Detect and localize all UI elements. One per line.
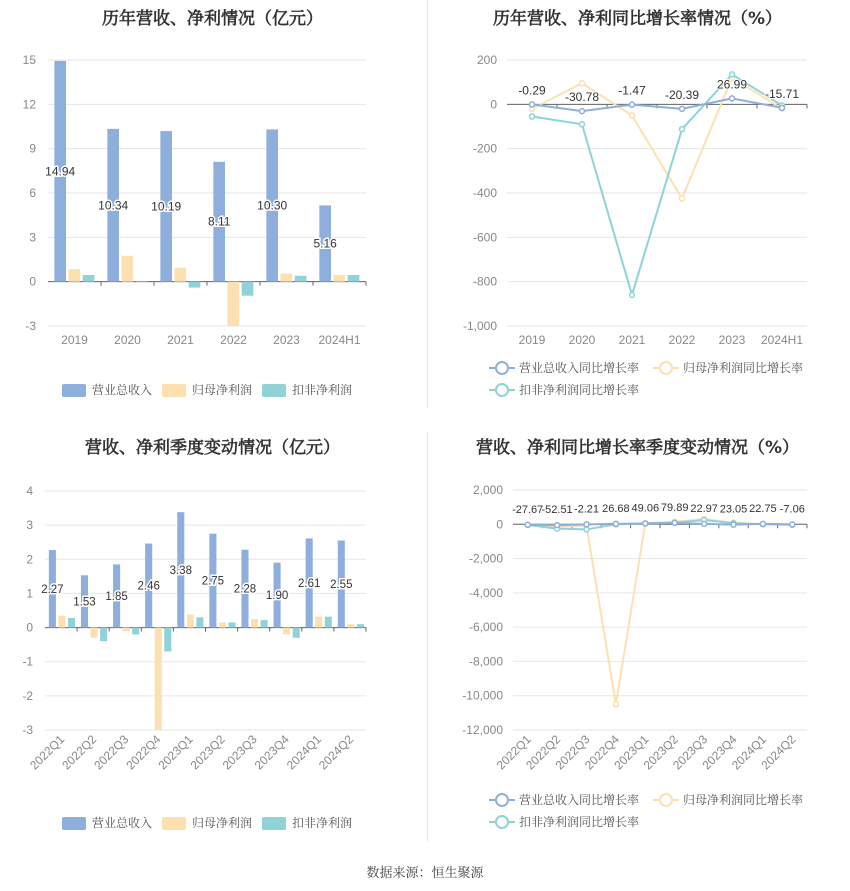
- x-tick-label: 2020: [114, 333, 141, 347]
- chart-title: 历年营收、净利情况（亿元）: [102, 9, 323, 29]
- bar-deducted-profit: [348, 275, 360, 282]
- bar-net-profit: [334, 275, 346, 282]
- y-tick-label: -200: [472, 141, 497, 156]
- y-tick-label: -4,000: [468, 585, 503, 600]
- y-tick-label: -2: [22, 688, 33, 703]
- bar-net-profit: [155, 628, 162, 730]
- x-tick-label: 2022: [668, 333, 696, 347]
- x-tick-label: 2023Q2: [640, 732, 681, 773]
- y-tick-label: -12,000: [462, 723, 503, 737]
- bar-deducted-profit: [68, 618, 75, 628]
- series-point: [780, 105, 785, 110]
- series-point: [730, 72, 735, 77]
- legend-label: 扣非净利润: [292, 816, 353, 830]
- series-point: [702, 521, 707, 526]
- x-tick-label: 2023Q2: [187, 732, 228, 773]
- data-label: 79.89: [660, 501, 689, 514]
- x-tick-label: 2022Q2: [59, 732, 100, 773]
- y-tick-label: -3: [25, 319, 36, 333]
- legend-marker: [660, 794, 672, 806]
- series-point: [525, 522, 530, 527]
- legend-swatch: [62, 384, 86, 397]
- x-tick-label: 2024H1: [760, 333, 804, 347]
- series-point: [584, 527, 589, 532]
- data-label: 8.11: [207, 214, 231, 229]
- legend-marker: [496, 794, 508, 806]
- bar-deducted-profit: [295, 276, 307, 282]
- series-point: [580, 122, 585, 127]
- bar-deducted-profit: [325, 617, 332, 628]
- series-point: [613, 702, 618, 707]
- data-label: 14.94: [45, 164, 76, 179]
- y-tick-label: 4: [26, 484, 33, 498]
- data-label: 22.97: [690, 502, 718, 515]
- data-label: 22.75: [749, 502, 777, 515]
- y-tick-label: 0: [496, 517, 503, 532]
- bar-net-profit: [283, 628, 290, 635]
- series-point: [680, 106, 685, 111]
- series-point: [680, 127, 685, 132]
- quarterly-revenue-profit-panel: [0, 425, 425, 845]
- x-tick-label: 2023Q1: [611, 732, 652, 773]
- legend-label: 扣非净利润同比增长率: [519, 815, 640, 829]
- chart-title: 营收、净利同比增长率季度变动情况（%）: [475, 438, 800, 458]
- series-point: [530, 114, 535, 119]
- x-tick-label: 2024Q1: [728, 732, 770, 773]
- bar-deducted-profit: [136, 281, 148, 282]
- annual-revenue-profit-panel: [0, 0, 425, 410]
- data-label: 49.06: [631, 502, 660, 515]
- quarterly-growth-line-chart: [425, 425, 850, 845]
- legend-label: 扣非净利润同比增长率: [519, 383, 640, 397]
- quarterly-growth-panel: [425, 425, 850, 845]
- series-line-net-profit: [528, 519, 793, 704]
- series-point: [680, 196, 685, 201]
- x-tick-label: 2022Q4: [123, 732, 164, 773]
- y-tick-label: -600: [472, 230, 497, 245]
- series-point: [555, 523, 560, 528]
- chart-title: 历年营收、净利同比增长率情况（%）: [492, 9, 783, 29]
- bar-deducted-profit: [228, 622, 235, 627]
- y-tick-label: -2,000: [468, 551, 503, 566]
- data-label: 2.75: [201, 575, 225, 588]
- legend-marker: [496, 362, 508, 374]
- bar-net-profit: [187, 615, 194, 628]
- x-tick-label: 2023Q1: [155, 732, 196, 773]
- data-label: -27.67: [512, 503, 544, 516]
- bar-net-profit: [251, 619, 258, 628]
- series-point: [630, 102, 635, 107]
- y-tick-label: 6: [29, 186, 36, 200]
- bar-net-profit: [122, 256, 134, 282]
- data-label: -2.21: [573, 503, 600, 516]
- x-tick-label: 2023Q4: [251, 732, 292, 773]
- data-label: 3.38: [169, 564, 192, 577]
- legend-label: 营业总收入: [92, 383, 153, 397]
- x-tick-label: 2022Q4: [581, 732, 623, 773]
- legend-label: 归母净利润: [192, 383, 253, 397]
- y-tick-label: 0: [26, 620, 33, 635]
- legend-swatch: [162, 384, 186, 397]
- bar-deducted-profit: [261, 620, 268, 628]
- annual-growth-line-chart: [425, 0, 850, 410]
- data-label: 2.46: [137, 580, 160, 593]
- data-source-note: 数据来源：恒生聚源: [366, 866, 484, 881]
- series-point: [580, 81, 585, 86]
- y-tick-label: -6,000: [468, 620, 503, 635]
- x-tick-label: 2024Q1: [283, 732, 324, 773]
- bar-deducted-profit: [357, 624, 364, 627]
- data-label: -30.78: [564, 90, 600, 105]
- legend-label: 归母净利润同比增长率: [683, 793, 804, 807]
- y-tick-label: 200: [476, 53, 497, 67]
- legend-marker: [496, 384, 508, 396]
- bar-deducted-profit: [242, 282, 254, 296]
- legend-marker: [660, 362, 672, 374]
- x-tick-label: 2023: [718, 333, 746, 347]
- legend-label: 扣非净利润: [292, 383, 353, 397]
- x-tick-label: 2022: [220, 333, 247, 347]
- bar-net-profit: [123, 628, 130, 631]
- bar-deducted-profit: [189, 282, 201, 288]
- legend-swatch: [162, 817, 186, 830]
- data-label: 23.05: [719, 503, 748, 516]
- y-tick-label: -8,000: [468, 654, 503, 669]
- y-tick-label: -1: [22, 654, 33, 669]
- x-tick-label: 2019: [518, 333, 546, 347]
- bar-deducted-profit: [100, 628, 107, 642]
- y-tick-label: 0: [490, 97, 497, 112]
- bar-net-profit: [175, 268, 187, 282]
- series-point: [580, 109, 585, 114]
- bar-deducted-profit: [196, 617, 203, 627]
- x-tick-label: 2022Q1: [27, 732, 68, 773]
- data-label: 1.53: [73, 596, 96, 609]
- legend-label: 营业总收入同比增长率: [519, 361, 640, 375]
- legend-label: 归母净利润同比增长率: [683, 361, 804, 375]
- bar-deducted-profit: [164, 628, 171, 652]
- data-label: 2.61: [297, 578, 321, 591]
- bar-net-profit: [58, 616, 65, 628]
- bar-net-profit: [315, 617, 322, 628]
- x-tick-label: 2024H1: [318, 333, 361, 347]
- y-tick-label: -400: [472, 186, 497, 200]
- bar-net-profit: [281, 274, 293, 282]
- y-tick-label: 15: [22, 53, 36, 67]
- y-tick-label: 2,000: [472, 483, 503, 497]
- x-tick-label: 2024Q2: [758, 732, 799, 773]
- bar-net-profit: [219, 622, 226, 627]
- legend-swatch: [62, 817, 86, 830]
- y-tick-label: 3: [29, 230, 36, 245]
- bar-net-profit: [347, 624, 354, 627]
- legend-label: 营业总收入同比增长率: [519, 793, 640, 807]
- series-point: [643, 521, 648, 526]
- y-tick-label: 3: [26, 518, 33, 533]
- data-label: 10.34: [98, 198, 129, 213]
- series-point: [672, 520, 677, 525]
- data-label: 26.68: [602, 502, 630, 515]
- data-label: 10.30: [257, 198, 288, 213]
- bar-net-profit: [91, 628, 98, 638]
- bar-deducted-profit: [83, 275, 95, 282]
- bar-deducted-profit: [293, 628, 300, 638]
- data-label: -20.39: [664, 87, 700, 102]
- x-tick-label: 2023Q4: [699, 732, 740, 773]
- data-label: -0.29: [518, 83, 546, 98]
- data-label: 10.19: [151, 199, 182, 214]
- y-tick-label: 2: [26, 552, 33, 567]
- data-label: -1.47: [618, 83, 646, 98]
- series-point: [630, 113, 635, 118]
- x-tick-label: 2023Q3: [219, 732, 260, 773]
- x-tick-label: 2021: [618, 333, 646, 347]
- y-tick-label: -10,000: [462, 688, 503, 703]
- x-tick-label: 2022Q2: [523, 732, 564, 773]
- x-tick-label: 2022Q1: [493, 732, 534, 773]
- data-label: 1.85: [105, 590, 128, 603]
- legend-label: 归母净利润: [192, 816, 253, 830]
- series-point: [790, 522, 795, 527]
- y-tick-label: -3: [22, 723, 33, 737]
- x-tick-label: 2023Q3: [670, 732, 711, 773]
- y-tick-label: -1,000: [462, 319, 497, 333]
- series-point: [584, 522, 589, 527]
- data-label: -7.06: [779, 503, 805, 516]
- y-tick-label: 1: [26, 586, 33, 601]
- x-tick-label: 2024Q2: [315, 732, 357, 773]
- annual-growth-panel: [425, 0, 850, 410]
- series-point: [731, 522, 736, 527]
- data-label: 2.55: [330, 579, 353, 592]
- data-label: -52.51: [541, 504, 573, 517]
- bar-net-profit: [228, 282, 240, 326]
- y-tick-label: 12: [22, 97, 36, 112]
- x-tick-label: 2020: [568, 333, 596, 347]
- series-point: [630, 292, 635, 297]
- y-tick-label: 9: [29, 141, 36, 156]
- series-point: [530, 102, 535, 107]
- legend-marker: [496, 816, 508, 828]
- x-tick-label: 2022Q3: [552, 732, 593, 773]
- y-tick-label: -800: [472, 274, 497, 289]
- data-label: 1.90: [265, 590, 289, 603]
- legend-label: 营业总收入: [92, 816, 153, 830]
- data-label: 5.16: [313, 236, 337, 251]
- annual-bar-chart: [0, 0, 425, 410]
- x-tick-label: 2021: [167, 333, 194, 347]
- series-point: [730, 96, 735, 101]
- x-tick-label: 2019: [61, 333, 88, 347]
- series-point: [613, 521, 618, 526]
- series-point: [760, 521, 765, 526]
- data-label: -15.71: [764, 86, 800, 101]
- data-label: 2.27: [41, 583, 64, 596]
- quarterly-bar-chart: [0, 425, 425, 845]
- y-tick-label: 0: [29, 274, 36, 289]
- bar-net-profit: [69, 269, 81, 282]
- data-label: 26.99: [716, 77, 748, 92]
- x-tick-label: 2023: [273, 333, 300, 347]
- legend-swatch: [262, 384, 286, 397]
- chart-title: 营收、净利季度变动情况（亿元）: [85, 438, 340, 458]
- legend-swatch: [262, 817, 286, 830]
- x-tick-label: 2022Q3: [91, 732, 132, 773]
- data-label: 2.28: [233, 583, 257, 596]
- bar-deducted-profit: [132, 628, 139, 635]
